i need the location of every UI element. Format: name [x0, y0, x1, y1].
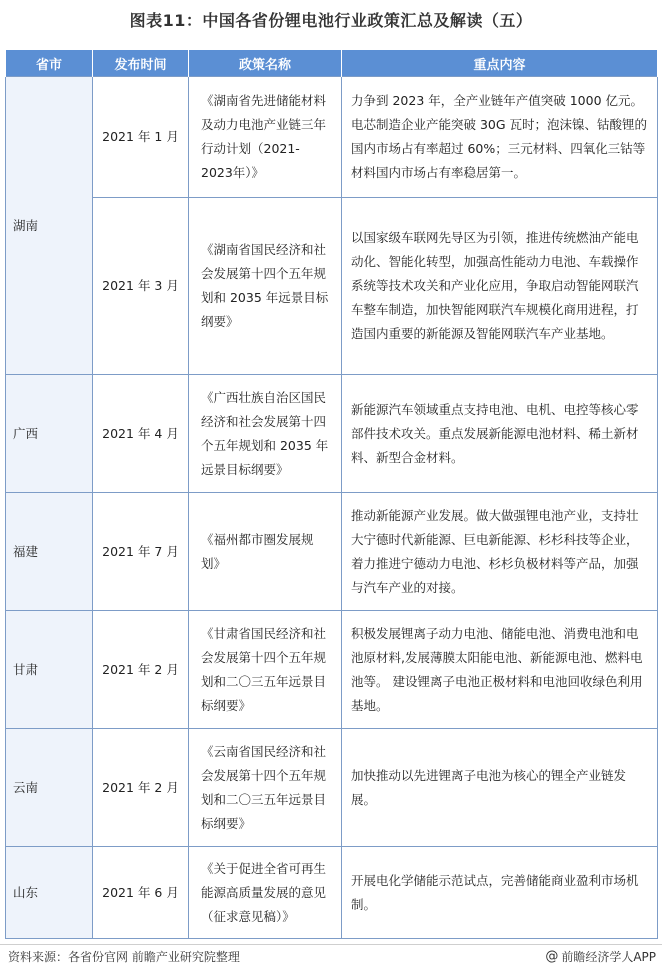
at-icon: @	[545, 949, 559, 964]
province-cell: 甘肃	[6, 611, 93, 729]
policy-name-cell: 《湖南省先进储能材料及动力电池产业链三年行动计划（2021-2023年）》	[189, 77, 342, 198]
policy-name-cell: 《广西壮族自治区国民经济和社会发展第十四个五年规划和 2035 年远景目标纲要》	[189, 375, 342, 493]
table-header-row	[6, 50, 658, 77]
key-content-cell: 新能源汽车领域重点支持电池、电机、电控等核心零部件技术攻关。重点发展新能源电池材料、稀土新材料、新型合金材料。	[342, 375, 658, 493]
date-cell: 2021 年 7 月	[93, 493, 189, 611]
table-row	[6, 198, 658, 375]
policy-name-cell: 《云南省国民经济和社会发展第十四个五年规划和二〇三五年远景目标纲要》	[189, 729, 342, 847]
date-cell: 2021 年 2 月	[93, 611, 189, 729]
date-cell: 2021 年 3 月	[93, 198, 189, 375]
date-cell: 2021 年 1 月	[93, 77, 189, 198]
footer-divider	[0, 944, 662, 945]
province-cell: 湖南	[6, 77, 93, 375]
header-date: 发布时间	[93, 50, 189, 77]
table-row	[6, 493, 658, 611]
key-content-cell: 开展电化学储能示范试点，完善储能商业盈利市场机制。	[342, 847, 658, 939]
policy-name-cell: 《甘肃省国民经济和社会发展第十四个五年规划和二〇三五年远景目标纲要》	[189, 611, 342, 729]
date-cell: 2021 年 2 月	[93, 729, 189, 847]
header-province: 省市	[6, 50, 93, 77]
source-note: 资料来源：各省份官网 前瞻产业研究院整理	[8, 950, 240, 964]
policy-name-cell: 《湖南省国民经济和社会发展第十四个五年规划和 2035 年远景目标纲要》	[189, 198, 342, 375]
header-policy-name: 政策名称	[189, 50, 342, 77]
key-content-cell: 积极发展锂离子动力电池、储能电池、消费电池和电池原材料,发展薄膜太阳能电池、新能源电池、燃料电池等。 建设锂离子电池正极材料和电池回收绿色利用基地。	[342, 611, 658, 729]
province-cell: 山东	[6, 847, 93, 939]
table-row	[6, 729, 658, 847]
table-row	[6, 375, 658, 493]
date-cell: 2021 年 6 月	[93, 847, 189, 939]
brand-label: 前瞻经济学人APP	[561, 950, 656, 964]
policy-name-cell: 《福州都市圈发展规划》	[189, 493, 342, 611]
date-cell: 2021 年 4 月	[93, 375, 189, 493]
province-cell: 云南	[6, 729, 93, 847]
page-title: 图表11：中国各省份锂电池行业政策汇总及解读（五）	[129, 11, 533, 30]
table-row	[6, 847, 658, 939]
province-cell: 广西	[6, 375, 93, 493]
table-row	[6, 77, 658, 198]
province-cell: 福建	[6, 493, 93, 611]
key-content-cell: 力争到 2023 年，全产业链年产值突破 1000 亿元。电芯制造企业产能突破 30G 瓦时；泡沫镍、钴酸锂的国内市场占有率超过 60%；三元材料、四氧化三钴等材料国内市场占有率稳居第一。	[342, 77, 658, 198]
brand-credit	[545, 948, 656, 965]
policy-name-cell: 《关于促进全省可再生能源高质量发展的意见（征求意见稿）》	[189, 847, 342, 939]
table-row	[6, 611, 658, 729]
key-content-cell: 推动新能源产业发展。做大做强锂电池产业，支持壮大宁德时代新能源、巨电新能源、杉杉科技等企业，着力推进宁德动力电池、杉杉负极材料等产品，加强与汽车产业的对接。	[342, 493, 658, 611]
key-content-cell: 以国家级车联网先导区为引领，推进传统燃油产能电动化、智能化转型，加强高性能动力电池、车载操作系统等技术攻关和产业化应用，争取启动智能网联汽车整车制造，加快智能网联汽车规模化商用进程，打造国内重要的新能源及智能网联汽车产业基地。	[342, 198, 658, 375]
header-key-content: 重点内容	[342, 50, 658, 77]
key-content-cell: 加快推动以先进锂离子电池为核心的锂全产业链发展。	[342, 729, 658, 847]
policy-table	[5, 50, 658, 939]
